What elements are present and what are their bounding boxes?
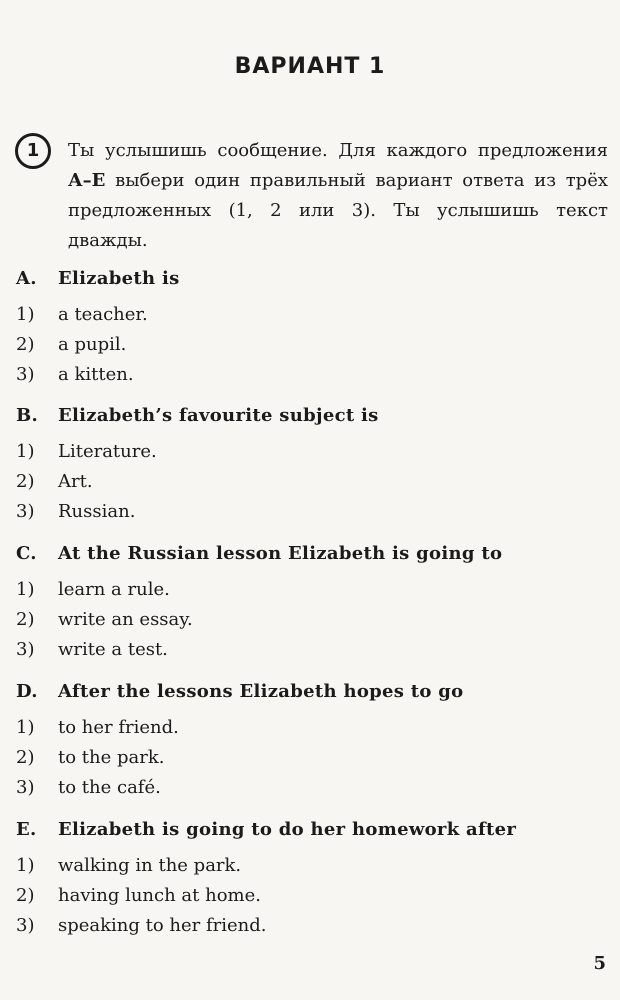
question-stem <box>16 677 606 707</box>
answer-option <box>16 881 606 911</box>
answer-option <box>16 605 606 635</box>
answer-option <box>16 330 606 360</box>
option-number: 1) <box>16 717 35 738</box>
instruction-text-part1: Ты услышишь сообщение. Для каждого предложения <box>68 140 608 161</box>
answer-option <box>16 575 606 605</box>
question-letter: E. <box>16 819 37 840</box>
option-text: a teacher. <box>58 304 148 325</box>
question-stem <box>16 815 606 845</box>
option-text: Literature. <box>58 441 157 462</box>
question-b <box>16 401 606 527</box>
option-text: a kitten. <box>58 364 134 385</box>
option-text: write a test. <box>58 639 168 660</box>
page-title: ВАРИАНТ 1 <box>234 54 386 79</box>
answer-option <box>16 911 606 941</box>
question-text: Elizabeth is <box>58 268 180 289</box>
answer-option <box>16 360 606 390</box>
instruction-text-part2: выбери один правильный вариант ответа из трёх предложенных (1, 2 или 3). Ты услышишь текст дважды. <box>68 170 608 251</box>
option-number: 1) <box>16 304 35 325</box>
option-text: walking in the park. <box>58 855 242 876</box>
question-letter: C. <box>16 543 37 564</box>
answer-option <box>16 497 606 527</box>
task-number: 1 <box>26 140 40 161</box>
question-e <box>16 815 606 941</box>
question-text: After the lessons Elizabeth hopes to go <box>58 681 464 702</box>
question-letter: B. <box>16 405 39 426</box>
option-number: 1) <box>16 855 35 876</box>
page-number: 5 <box>593 953 606 974</box>
question-text: At the Russian lesson Elizabeth is going to <box>58 543 503 564</box>
answer-option <box>16 467 606 497</box>
option-number: 3) <box>16 915 35 936</box>
question-a <box>16 264 606 390</box>
option-number: 3) <box>16 639 35 660</box>
question-stem <box>16 264 606 294</box>
option-number: 2) <box>16 334 35 355</box>
option-text: Art. <box>58 471 93 492</box>
option-number: 2) <box>16 885 35 906</box>
option-number: 2) <box>16 609 35 630</box>
question-letter: D. <box>16 681 38 702</box>
option-text: to her friend. <box>58 717 179 738</box>
option-number: 3) <box>16 777 35 798</box>
answer-option <box>16 635 606 665</box>
answer-option <box>16 300 606 330</box>
question-text: Elizabeth’s favourite subject is <box>58 405 379 426</box>
question-stem <box>16 401 606 431</box>
option-text: a pupil. <box>58 334 127 355</box>
option-number: 3) <box>16 501 35 522</box>
option-text: Russian. <box>58 501 136 522</box>
option-text: to the café. <box>58 777 161 798</box>
answer-option <box>16 773 606 803</box>
option-number: 3) <box>16 364 35 385</box>
question-stem <box>16 539 606 569</box>
question-d <box>16 677 606 803</box>
question-letter: A. <box>16 268 37 289</box>
option-number: 2) <box>16 747 35 768</box>
instruction-letter-range: А–Е <box>68 170 106 191</box>
answer-option <box>16 851 606 881</box>
question-text: Elizabeth is going to do her homework after <box>58 819 517 840</box>
answer-option <box>16 743 606 773</box>
option-number: 2) <box>16 471 35 492</box>
answer-option <box>16 437 606 467</box>
option-text: write an essay. <box>58 609 193 630</box>
option-number: 1) <box>16 579 35 600</box>
option-number: 1) <box>16 441 35 462</box>
option-text: speaking to her friend. <box>58 915 267 936</box>
task-instruction <box>68 136 608 256</box>
option-text: having lunch at home. <box>58 885 261 906</box>
option-text: to the park. <box>58 747 165 768</box>
task-number-badge <box>15 133 51 169</box>
question-c <box>16 539 606 665</box>
answer-option <box>16 713 606 743</box>
option-text: learn a rule. <box>58 579 170 600</box>
